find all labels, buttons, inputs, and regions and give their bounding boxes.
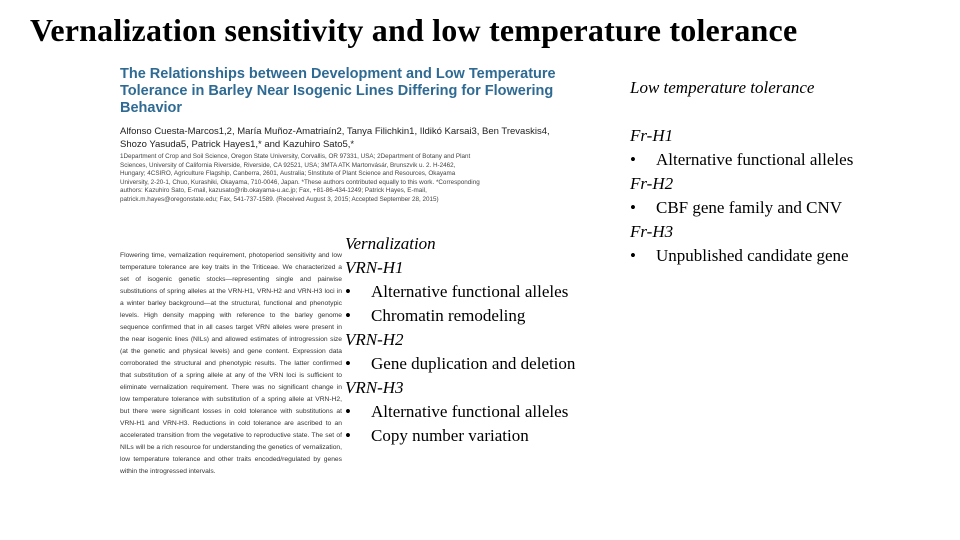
bullet-icon: • (345, 402, 351, 421)
bullet-icon: • (630, 246, 636, 265)
paper-authors: Alfonso Cuesta-Marcos1,2, María Muñoz-Amatriaín2, Tanya Filichkin1, Ildikó Karsai3, Ben Trevaskis4, Shozo Yasuda5, Patrick Hayes1,* and Kazuhiro Sato5,* (120, 126, 550, 150)
locus-fr-h3: Fr-H3 (630, 222, 674, 241)
locus-vrn-h2: VRN-H2 (345, 330, 404, 349)
list-item (345, 304, 575, 328)
paper-affiliations: 1Department of Crop and Soil Science, Oregon State University, Corvallis, OR 97331, USA; 2Department of Botany and Plant Sciences, University of California Riverside, Riverside, CA 92521, USA; 3MTA ATK Martonvásár, Brunszvik u. 2. H-2462, Hungary; 4CSIRO, Agriculture Flagship, Canberra, 2601, Australia; 5Institute of Plant Science and Resources, Okayama University, 2-20-1, Chuo, Kurashiki, Okayama, 710-0046, Japan. *These authors contributed equally to this work. *Corresponding authors: Kazuhiro Sato, E-mail, kazusato@rib.okayama-u.ac.jp; Fax, +81-86-434-1249; Patrick Hayes, E-mail, patrick.m.hayes@oregonstate.edu; Fax, 541-737-1589. (Received August 3, 2015; Accepted September 28, 2015) (120, 153, 480, 203)
list-item (345, 424, 575, 448)
low-temperature-list (630, 76, 853, 268)
bullet-icon: • (630, 198, 636, 217)
list-item-text: CBF gene family and CNV (656, 198, 843, 217)
list-item-text: Gene duplication and deletion (371, 354, 576, 373)
low-temperature-heading: Low temperature tolerance (630, 78, 815, 97)
locus-vrn-h1: VRN-H1 (345, 258, 404, 277)
bullet-icon: • (630, 150, 636, 169)
locus-fr-h1: Fr-H1 (630, 126, 674, 145)
list-item (630, 196, 853, 220)
list-item-text: Copy number variation (371, 426, 529, 445)
slide-title: Vernalization sensitivity and low temperature tolerance (30, 12, 798, 48)
list-item-text: Alternative functional alleles (371, 282, 569, 301)
bullet-icon: • (345, 306, 351, 325)
list-item (630, 244, 853, 268)
list-item-text: Chromatin remodeling (371, 306, 526, 325)
list-item-text: Unpublished candidate gene (656, 246, 849, 265)
vernalization-list (345, 232, 575, 448)
bullet-icon: • (345, 426, 351, 445)
bullet-icon: • (345, 354, 351, 373)
locus-fr-h2: Fr-H2 (630, 174, 674, 193)
locus-vrn-h3: VRN-H3 (345, 378, 404, 397)
paper-title: The Relationships between Development and Low Temperature Tolerance in Barley Near Isogenic Lines Differing for Flowering Behavior (120, 66, 556, 116)
list-item (345, 352, 575, 376)
list-item (630, 148, 853, 172)
list-item (345, 400, 575, 424)
list-item-text: Alternative functional alleles (371, 402, 569, 421)
list-item-text: Alternative functional alleles (656, 150, 854, 169)
vernalization-heading: Vernalization (345, 234, 436, 253)
list-item (345, 280, 575, 304)
paper-abstract: Flowering time, vernalization requirement, photoperiod sensitivity and low temperature tolerance are key traits in the Triticeae. We characterized a set of isogenic genetic stocks—representing single and pairwise substitutions of spring alleles at the VRN-H1, VRN-H2 and VRN-H3 loci in a winter barley background—at the structural, functional and phenotypic levels. High density mapping with reference to the barley genome sequence confirmed that in all cases target VRN alleles were present in the near isogenic lines (NILs) and allowed estimates of introgression size (at the genetic and physical levels) and gene content. Expression data corroborated the structural and phenotypic results. The latter confirmed that substitution of a spring allele at any of the VRN loci is sufficient to eliminate vernalization requirement. There was no significant change in low temperature tolerance with substitution of a spring allele at VRN-H2, but there were significant losses in cold tolerance with substitutions at VRN-H1 and VRN-H3. Reductions in cold tolerance are ascribed to an accelerated transition from the vegetative to reproductive state. The set of NILs will be a rich resource for understanding the genetics of vernalization, low temperature tolerance and other traits encoded/regulated by genes within the introgressed intervals. (120, 252, 342, 475)
bullet-icon: • (345, 282, 351, 301)
